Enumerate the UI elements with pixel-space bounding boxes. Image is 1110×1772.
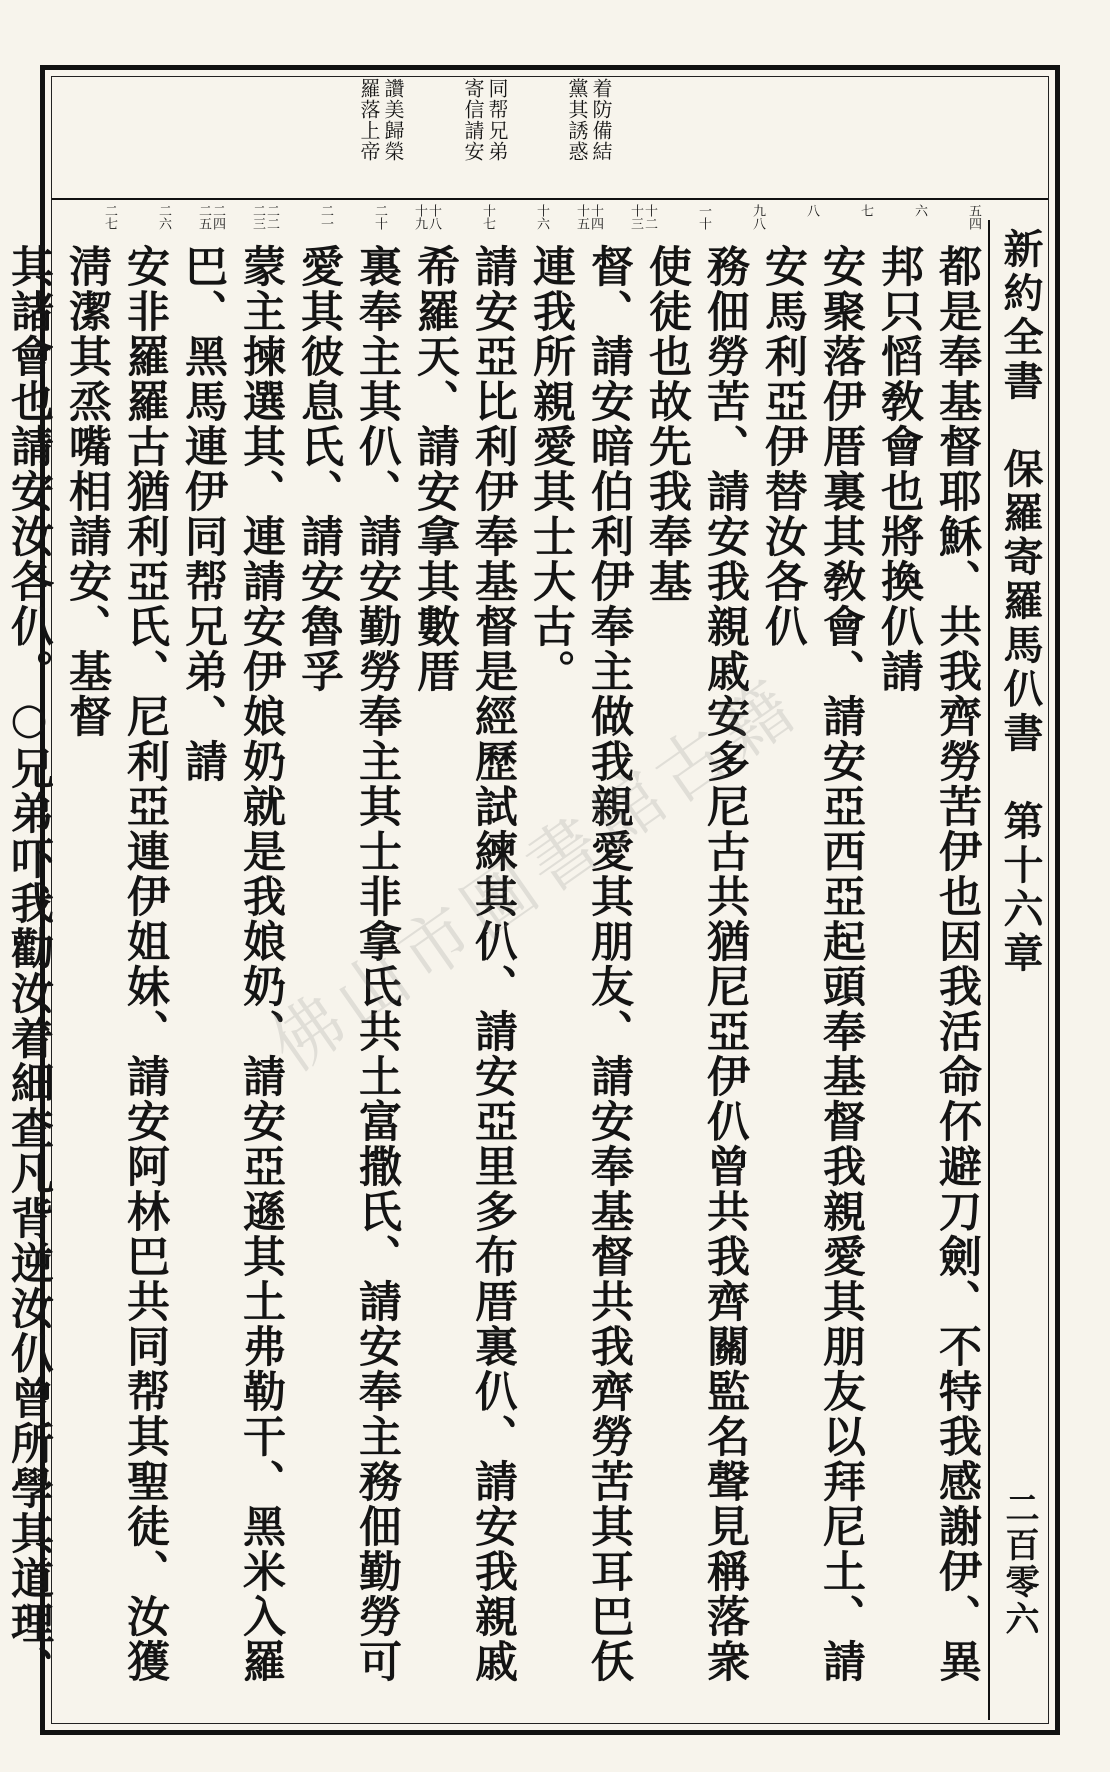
verse-number: 十八十九 <box>412 204 441 230</box>
margin-notes <box>52 78 992 192</box>
header-rule <box>52 198 1048 200</box>
library-watermark: 佛山市圖書館古籍 <box>256 662 815 1088</box>
part-title: 保羅寄羅馬仈書 <box>997 448 1044 756</box>
page-number: 二百零六 <box>999 1490 1039 1638</box>
verse-number: 一十 <box>696 204 711 230</box>
verse-number: 七 <box>858 204 873 217</box>
text-column: 蒙主揀選其、連請安伊娘奶就是我娘奶、請安亞遜其土弗勒干、黑米入羅巴、黑馬連伊同帮兄弟、請 <box>178 244 286 1684</box>
body-text <box>4 244 986 1724</box>
margin-note <box>358 78 404 192</box>
margin-note-line: 同帮兄弟 <box>485 78 509 162</box>
verse-number: 二七 <box>102 204 117 230</box>
verse-number: 二二二三 <box>250 204 279 230</box>
verse-number: 十二十三 <box>628 204 657 230</box>
margin-note <box>462 78 508 192</box>
text-column: 安聚落伊厝裏其敎會、請安亞西亞起頭奉基督我親愛其朋友以拜尼土、請安馬利亞伊替汝各仈 <box>758 244 866 1684</box>
verse-number: 五四 <box>966 204 981 230</box>
verse-number: 二六 <box>156 204 171 230</box>
verse-number: 十四十五 <box>574 204 603 230</box>
verse-number: 二十 <box>372 204 387 230</box>
margin-note-line: 着防備結 <box>589 78 613 162</box>
text-column: 裏奉主其仈、請安勤勞奉主其士非拿氏共土富撒氏、請安奉主務佃勤勞可愛其彼息氏、請安魯孚 <box>294 244 402 1684</box>
verse-number: 六 <box>912 204 927 217</box>
margin-note <box>566 78 612 192</box>
running-header <box>988 220 1050 1720</box>
margin-note-line: 寄信請安 <box>461 78 485 162</box>
text-column: 都是奉基督耶穌、共我齊勞苦伊也因我活命伓避刀劍、不特我感謝伊、異邦只慆敎會也將換仈請 <box>874 244 982 1684</box>
margin-note-line: 羅落上帝 <box>357 78 381 162</box>
verse-number: 十七 <box>480 204 495 230</box>
verse-number: 十六 <box>534 204 549 230</box>
text-column: 務佃勞苦、請安我親戚安多尼古共猶尼亞伊仈曾共我齊關監名聲見稱落衆使徒也故先我奉基 <box>642 244 750 1684</box>
verse-number: 二四二五 <box>196 204 225 230</box>
book-title: 新約全書 <box>997 228 1044 404</box>
verse-number: 八 <box>804 204 819 217</box>
text-column: 請安亞比利伊奉基督是經歷試練其仈、請安亞里多布厝裏仈、請安我親戚希羅天、請安拿其數厝 <box>410 244 518 1684</box>
verse-number: 九八 <box>750 204 765 230</box>
verse-number: 二一 <box>318 204 333 230</box>
header-title <box>996 228 1044 976</box>
text-column: 督、請安暗伯利伊奉主做我親愛其朋友、請安奉基督共我齊勞苦其耳巴仸連我所親愛其士大古。 <box>526 244 634 1684</box>
chapter-title: 第十六章 <box>997 800 1044 976</box>
text-column: 安非羅羅古猶利亞氏、尼利亞連伊姐妹、請安阿林巴共同帮其聖徒、汝獲淸潔其烝嘴相請安、基督 <box>62 244 170 1684</box>
margin-note-line: 黨其誘惑 <box>565 78 589 162</box>
text-column: 其諸會也請安汝各仈。○兄弟吓我勸汝着細查凡背逆汝仈曾所學其道理、 <box>4 244 54 1691</box>
margin-note-line: 讚美歸榮 <box>381 78 405 162</box>
verse-number-row <box>100 204 980 238</box>
